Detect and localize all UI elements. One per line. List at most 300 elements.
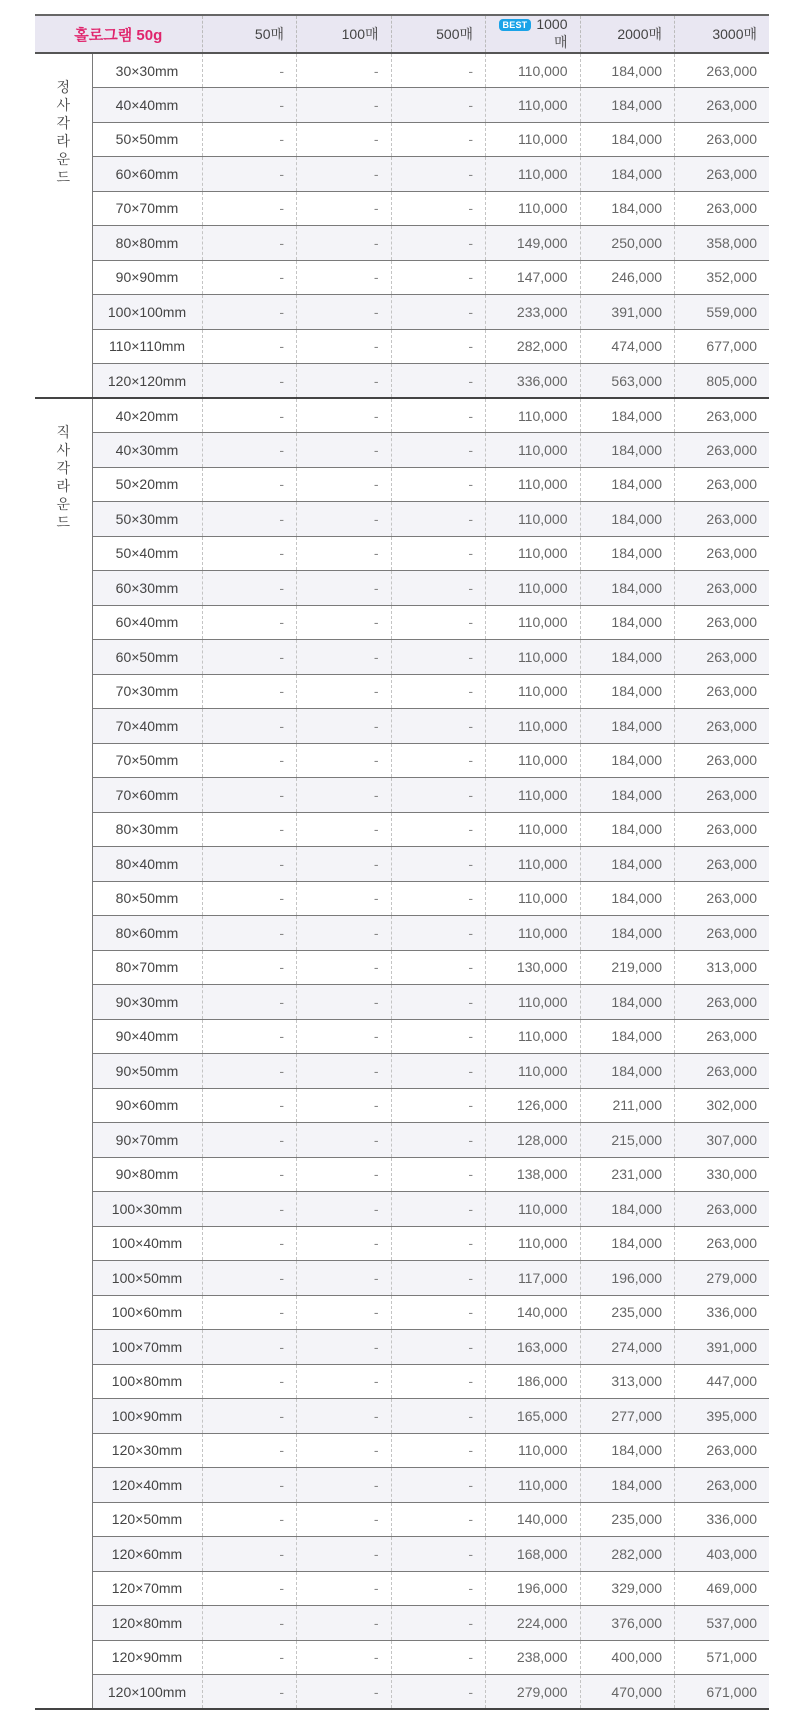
column-header: 500매 <box>391 15 486 53</box>
price-cell: 329,000 <box>580 1571 675 1606</box>
table-row <box>35 1295 769 1330</box>
size-cell: 60×50mm <box>92 640 202 675</box>
price-cell: 184,000 <box>580 1192 675 1227</box>
price-cell: - <box>391 916 486 951</box>
price-cell: - <box>202 985 297 1020</box>
table-row <box>35 1640 769 1675</box>
price-cell: 263,000 <box>675 985 770 1020</box>
price-cell: 117,000 <box>486 1261 581 1296</box>
price-cell: 184,000 <box>580 1054 675 1089</box>
price-cell: - <box>297 329 392 364</box>
price-cell: 110,000 <box>486 1054 581 1089</box>
price-cell: - <box>297 709 392 744</box>
price-cell: - <box>297 191 392 226</box>
price-cell: 184,000 <box>580 1226 675 1261</box>
price-cell: 110,000 <box>486 709 581 744</box>
price-cell: - <box>202 1675 297 1710</box>
column-header: 50매 <box>202 15 297 53</box>
price-cell: - <box>202 1502 297 1537</box>
price-cell: - <box>297 950 392 985</box>
price-cell: 184,000 <box>580 1433 675 1468</box>
price-cell: 263,000 <box>675 709 770 744</box>
table-row <box>35 433 769 468</box>
price-cell: 313,000 <box>580 1364 675 1399</box>
price-cell: - <box>297 674 392 709</box>
table-row <box>35 812 769 847</box>
price-cell: 330,000 <box>675 1157 770 1192</box>
price-cell: 149,000 <box>486 226 581 261</box>
price-cell: - <box>297 1088 392 1123</box>
price-cell: 233,000 <box>486 295 581 330</box>
price-cell: - <box>297 1640 392 1675</box>
size-cell: 80×80mm <box>92 226 202 261</box>
price-cell: 184,000 <box>580 398 675 433</box>
price-cell: 163,000 <box>486 1330 581 1365</box>
price-cell: - <box>202 1606 297 1641</box>
size-cell: 120×70mm <box>92 1571 202 1606</box>
price-cell: - <box>391 157 486 192</box>
table-row <box>35 122 769 157</box>
price-cell: 391,000 <box>580 295 675 330</box>
price-cell: 263,000 <box>675 916 770 951</box>
price-cell: 110,000 <box>486 157 581 192</box>
header-row <box>35 15 769 53</box>
table-row <box>35 1123 769 1158</box>
price-cell: - <box>297 1157 392 1192</box>
price-cell: - <box>391 1640 486 1675</box>
table-row <box>35 571 769 606</box>
price-cell: 447,000 <box>675 1364 770 1399</box>
price-cell: 110,000 <box>486 847 581 882</box>
price-cell: - <box>202 226 297 261</box>
price-cell: 184,000 <box>580 916 675 951</box>
size-cell: 110×110mm <box>92 329 202 364</box>
price-cell: - <box>297 743 392 778</box>
price-cell: 126,000 <box>486 1088 581 1123</box>
size-cell: 80×70mm <box>92 950 202 985</box>
table-row <box>35 605 769 640</box>
price-cell: - <box>202 1192 297 1227</box>
price-cell: - <box>391 743 486 778</box>
price-cell: 671,000 <box>675 1675 770 1710</box>
table-row <box>35 1088 769 1123</box>
price-cell: 358,000 <box>675 226 770 261</box>
price-cell: - <box>391 950 486 985</box>
price-cell: 263,000 <box>675 847 770 882</box>
price-cell: - <box>391 226 486 261</box>
price-cell: 677,000 <box>675 329 770 364</box>
table-row <box>35 157 769 192</box>
price-cell: - <box>391 467 486 502</box>
price-cell: 165,000 <box>486 1399 581 1434</box>
size-cell: 70×50mm <box>92 743 202 778</box>
price-cell: - <box>202 1261 297 1296</box>
price-cell: - <box>202 950 297 985</box>
price-cell: 395,000 <box>675 1399 770 1434</box>
price-cell: 336,000 <box>675 1502 770 1537</box>
price-cell: - <box>391 53 486 88</box>
price-cell: 110,000 <box>486 122 581 157</box>
price-cell: - <box>297 605 392 640</box>
size-cell: 120×120mm <box>92 364 202 399</box>
price-cell: 277,000 <box>580 1399 675 1434</box>
price-cell: - <box>202 743 297 778</box>
size-cell: 90×30mm <box>92 985 202 1020</box>
price-cell: - <box>202 260 297 295</box>
price-cell: 110,000 <box>486 812 581 847</box>
price-cell: - <box>202 1433 297 1468</box>
price-cell: 184,000 <box>580 778 675 813</box>
size-cell: 120×40mm <box>92 1468 202 1503</box>
price-cell: 279,000 <box>486 1675 581 1710</box>
price-cell: 184,000 <box>580 122 675 157</box>
price-table <box>35 14 769 1710</box>
table-row <box>35 88 769 123</box>
column-header: 2000매 <box>580 15 675 53</box>
price-cell: 263,000 <box>675 122 770 157</box>
size-cell: 90×50mm <box>92 1054 202 1089</box>
table-body <box>35 53 769 1709</box>
group-label: 직사각라운드 <box>56 424 71 530</box>
price-cell: 110,000 <box>486 1433 581 1468</box>
price-cell: 263,000 <box>675 1433 770 1468</box>
price-cell: 184,000 <box>580 571 675 606</box>
size-cell: 120×90mm <box>92 1640 202 1675</box>
price-cell: - <box>391 1468 486 1503</box>
table-row <box>35 1502 769 1537</box>
price-cell: 263,000 <box>675 640 770 675</box>
price-cell: - <box>391 329 486 364</box>
price-cell: 184,000 <box>580 881 675 916</box>
price-cell: - <box>391 364 486 399</box>
price-cell: - <box>391 1502 486 1537</box>
price-cell: 263,000 <box>675 778 770 813</box>
size-cell: 100×100mm <box>92 295 202 330</box>
price-cell: - <box>391 398 486 433</box>
size-cell: 100×90mm <box>92 1399 202 1434</box>
price-cell: - <box>297 985 392 1020</box>
table-row <box>35 1468 769 1503</box>
price-cell: - <box>391 433 486 468</box>
price-cell: - <box>297 157 392 192</box>
price-cell: - <box>297 1123 392 1158</box>
price-cell: 184,000 <box>580 985 675 1020</box>
price-cell: - <box>297 226 392 261</box>
price-cell: - <box>297 1192 392 1227</box>
price-cell: - <box>202 916 297 951</box>
price-cell: - <box>202 1364 297 1399</box>
price-cell: 110,000 <box>486 674 581 709</box>
size-cell: 60×40mm <box>92 605 202 640</box>
table-row <box>35 847 769 882</box>
price-table-container <box>35 14 769 1710</box>
price-cell: - <box>202 1640 297 1675</box>
price-cell: - <box>297 571 392 606</box>
price-cell: 235,000 <box>580 1502 675 1537</box>
price-cell: 128,000 <box>486 1123 581 1158</box>
size-cell: 90×60mm <box>92 1088 202 1123</box>
price-cell: 235,000 <box>580 1295 675 1330</box>
price-cell: 184,000 <box>580 640 675 675</box>
price-cell: - <box>202 329 297 364</box>
price-cell: 336,000 <box>486 364 581 399</box>
price-cell: 110,000 <box>486 433 581 468</box>
price-cell: 274,000 <box>580 1330 675 1365</box>
price-cell: - <box>297 778 392 813</box>
price-cell: - <box>391 1675 486 1710</box>
price-cell: - <box>297 1399 392 1434</box>
size-cell: 40×40mm <box>92 88 202 123</box>
price-cell: - <box>202 1537 297 1572</box>
price-cell: 474,000 <box>580 329 675 364</box>
size-cell: 90×90mm <box>92 260 202 295</box>
table-row <box>35 364 769 399</box>
price-cell: 110,000 <box>486 571 581 606</box>
price-cell: - <box>202 398 297 433</box>
price-cell: - <box>297 467 392 502</box>
price-cell: 110,000 <box>486 536 581 571</box>
price-cell: - <box>391 709 486 744</box>
price-cell: 184,000 <box>580 467 675 502</box>
price-cell: - <box>202 191 297 226</box>
table-row <box>35 640 769 675</box>
column-header-label: 1000매 <box>536 16 568 50</box>
price-cell: - <box>202 1571 297 1606</box>
price-cell: 110,000 <box>486 916 581 951</box>
price-cell: 110,000 <box>486 743 581 778</box>
price-cell: 307,000 <box>675 1123 770 1158</box>
size-cell: 100×60mm <box>92 1295 202 1330</box>
price-cell: - <box>297 881 392 916</box>
price-cell: - <box>202 1123 297 1158</box>
price-cell: - <box>202 1226 297 1261</box>
price-cell: 559,000 <box>675 295 770 330</box>
price-cell: - <box>391 1088 486 1123</box>
price-cell: 147,000 <box>486 260 581 295</box>
size-cell: 90×40mm <box>92 1019 202 1054</box>
price-cell: 140,000 <box>486 1502 581 1537</box>
price-cell: 263,000 <box>675 571 770 606</box>
price-cell: - <box>297 640 392 675</box>
price-cell: - <box>391 1123 486 1158</box>
price-cell: - <box>297 1571 392 1606</box>
price-cell: - <box>297 1019 392 1054</box>
price-cell: 263,000 <box>675 1226 770 1261</box>
price-cell: - <box>391 1537 486 1572</box>
price-cell: - <box>297 847 392 882</box>
price-cell: - <box>202 1295 297 1330</box>
size-cell: 70×60mm <box>92 778 202 813</box>
price-cell: - <box>202 53 297 88</box>
price-cell: - <box>391 536 486 571</box>
price-cell: 263,000 <box>675 191 770 226</box>
price-cell: - <box>202 1330 297 1365</box>
price-cell: - <box>202 88 297 123</box>
table-row <box>35 1433 769 1468</box>
price-cell: 110,000 <box>486 88 581 123</box>
price-cell: 805,000 <box>675 364 770 399</box>
table-row <box>35 1364 769 1399</box>
price-cell: 184,000 <box>580 709 675 744</box>
size-cell: 120×50mm <box>92 1502 202 1537</box>
price-cell: - <box>297 1606 392 1641</box>
price-cell: 263,000 <box>675 1054 770 1089</box>
table-row <box>35 950 769 985</box>
price-cell: 110,000 <box>486 1192 581 1227</box>
price-cell: - <box>391 847 486 882</box>
price-cell: - <box>391 1054 486 1089</box>
price-cell: - <box>391 1364 486 1399</box>
price-cell: 110,000 <box>486 640 581 675</box>
price-cell: - <box>202 364 297 399</box>
price-cell: - <box>202 1054 297 1089</box>
price-cell: 168,000 <box>486 1537 581 1572</box>
price-cell: 263,000 <box>675 502 770 537</box>
price-cell: 238,000 <box>486 1640 581 1675</box>
price-cell: - <box>297 502 392 537</box>
price-cell: - <box>297 53 392 88</box>
best-badge: BEST <box>499 19 532 31</box>
price-cell: - <box>202 157 297 192</box>
price-cell: 110,000 <box>486 605 581 640</box>
group-label: 정사각라운드 <box>56 79 71 185</box>
table-row <box>35 743 769 778</box>
size-cell: 100×70mm <box>92 1330 202 1365</box>
size-cell: 60×60mm <box>92 157 202 192</box>
price-cell: 110,000 <box>486 1226 581 1261</box>
price-cell: 184,000 <box>580 743 675 778</box>
table-row <box>35 1675 769 1710</box>
price-cell: 250,000 <box>580 226 675 261</box>
price-cell: - <box>202 778 297 813</box>
price-cell: 140,000 <box>486 1295 581 1330</box>
size-cell: 50×50mm <box>92 122 202 157</box>
price-cell: 110,000 <box>486 985 581 1020</box>
price-cell: 263,000 <box>675 674 770 709</box>
price-cell: 184,000 <box>580 847 675 882</box>
size-cell: 100×40mm <box>92 1226 202 1261</box>
table-row <box>35 53 769 88</box>
size-cell: 100×80mm <box>92 1364 202 1399</box>
table-row <box>35 467 769 502</box>
price-cell: - <box>391 260 486 295</box>
price-cell: - <box>202 605 297 640</box>
price-cell: - <box>202 1468 297 1503</box>
price-cell: - <box>391 1261 486 1296</box>
price-cell: - <box>202 433 297 468</box>
price-cell: - <box>391 1606 486 1641</box>
table-row <box>35 1019 769 1054</box>
table-row <box>35 1192 769 1227</box>
table-row <box>35 536 769 571</box>
table-row <box>35 709 769 744</box>
price-cell: - <box>297 1054 392 1089</box>
price-cell: - <box>391 1399 486 1434</box>
price-cell: 263,000 <box>675 536 770 571</box>
price-cell: - <box>202 847 297 882</box>
price-cell: - <box>202 295 297 330</box>
price-cell: 184,000 <box>580 1019 675 1054</box>
column-header-best <box>486 15 581 53</box>
price-cell: - <box>297 398 392 433</box>
price-cell: 403,000 <box>675 1537 770 1572</box>
price-cell: 196,000 <box>580 1261 675 1296</box>
price-cell: - <box>202 502 297 537</box>
table-row <box>35 1330 769 1365</box>
table-row <box>35 881 769 916</box>
price-cell: - <box>202 1399 297 1434</box>
table-row <box>35 1261 769 1296</box>
price-cell: 376,000 <box>580 1606 675 1641</box>
price-cell: 336,000 <box>675 1295 770 1330</box>
price-cell: 138,000 <box>486 1157 581 1192</box>
price-cell: - <box>297 1433 392 1468</box>
price-cell: - <box>391 191 486 226</box>
table-row <box>35 329 769 364</box>
table-row <box>35 295 769 330</box>
price-cell: - <box>202 536 297 571</box>
price-cell: 110,000 <box>486 1019 581 1054</box>
price-cell: 470,000 <box>580 1675 675 1710</box>
table-title: 홀로그램 50g <box>35 15 202 53</box>
price-cell: 279,000 <box>675 1261 770 1296</box>
size-cell: 80×60mm <box>92 916 202 951</box>
price-cell: - <box>297 122 392 157</box>
price-cell: - <box>391 1226 486 1261</box>
price-cell: - <box>297 88 392 123</box>
price-cell: - <box>391 674 486 709</box>
price-cell: 352,000 <box>675 260 770 295</box>
table-row <box>35 1399 769 1434</box>
price-cell: 211,000 <box>580 1088 675 1123</box>
price-cell: 196,000 <box>486 1571 581 1606</box>
price-cell: 110,000 <box>486 1468 581 1503</box>
price-cell: 110,000 <box>486 191 581 226</box>
price-cell: - <box>202 674 297 709</box>
column-header: 3000매 <box>675 15 770 53</box>
price-cell: 110,000 <box>486 53 581 88</box>
price-cell: 263,000 <box>675 1019 770 1054</box>
size-cell: 100×50mm <box>92 1261 202 1296</box>
price-cell: 186,000 <box>486 1364 581 1399</box>
price-cell: 184,000 <box>580 502 675 537</box>
size-cell: 120×80mm <box>92 1606 202 1641</box>
group-label-cell <box>35 53 92 398</box>
size-cell: 70×30mm <box>92 674 202 709</box>
price-cell: 263,000 <box>675 1468 770 1503</box>
price-cell: - <box>297 1364 392 1399</box>
table-row <box>35 1226 769 1261</box>
price-cell: - <box>391 1571 486 1606</box>
price-cell: - <box>297 433 392 468</box>
price-cell: - <box>202 812 297 847</box>
size-cell: 120×60mm <box>92 1537 202 1572</box>
price-cell: 263,000 <box>675 53 770 88</box>
price-cell: - <box>391 1157 486 1192</box>
table-row <box>35 674 769 709</box>
size-cell: 90×70mm <box>92 1123 202 1158</box>
price-cell: 537,000 <box>675 1606 770 1641</box>
price-cell: - <box>391 778 486 813</box>
price-cell: - <box>297 295 392 330</box>
price-cell: 571,000 <box>675 1640 770 1675</box>
price-cell: - <box>391 1433 486 1468</box>
price-cell: - <box>297 364 392 399</box>
price-cell: 231,000 <box>580 1157 675 1192</box>
price-cell: 263,000 <box>675 157 770 192</box>
table-row <box>35 502 769 537</box>
table-row <box>35 985 769 1020</box>
